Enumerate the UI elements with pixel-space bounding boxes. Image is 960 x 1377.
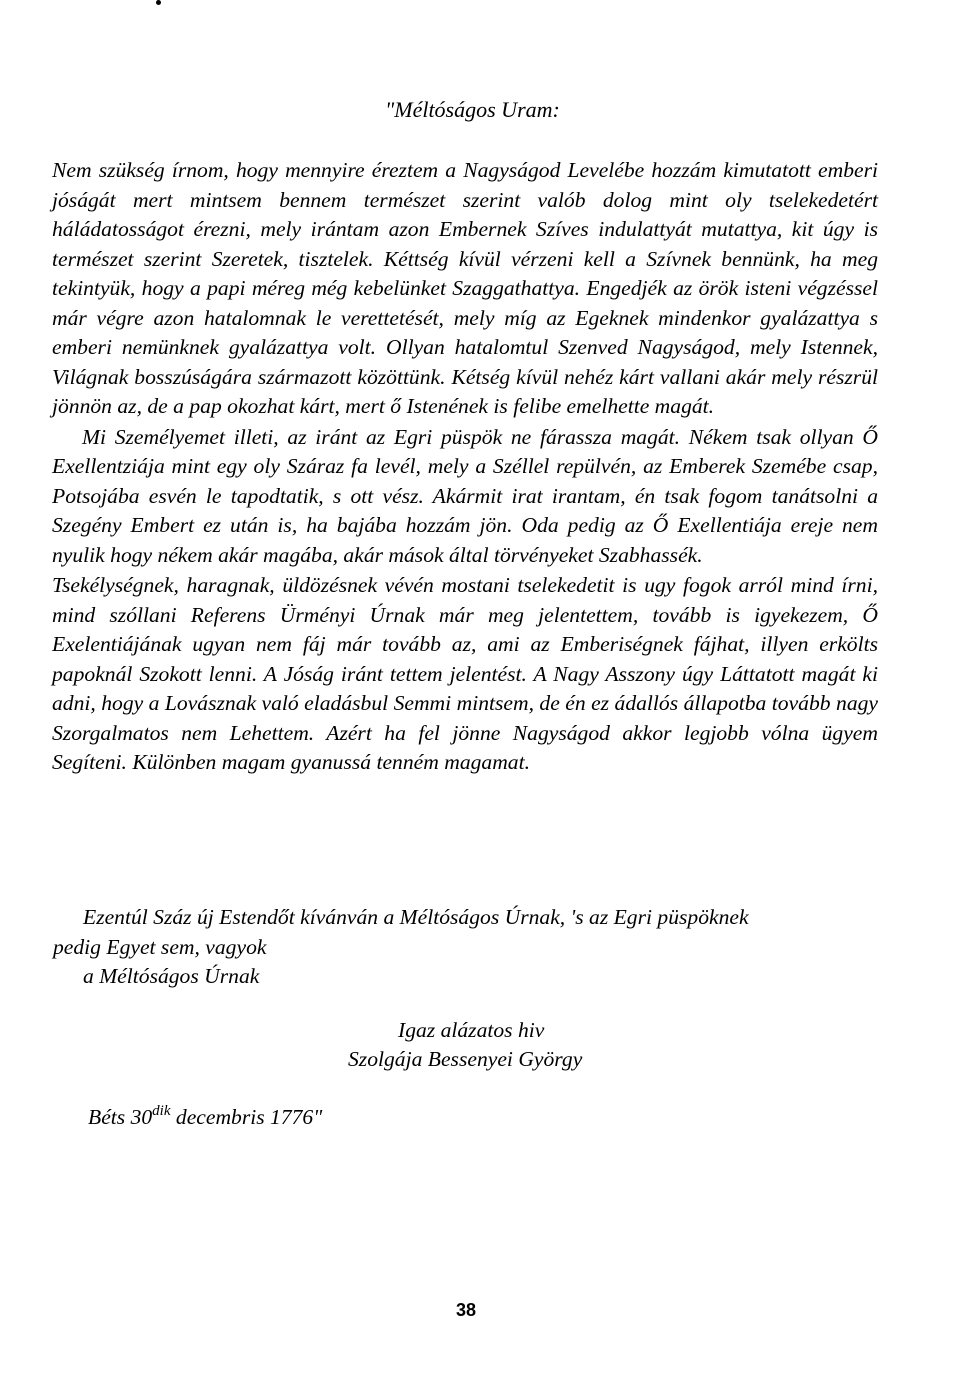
page-number: 38 (456, 1300, 477, 1320)
closing-line-3: a Méltóságos Úrnak (83, 964, 260, 988)
closing (53, 903, 893, 992)
letter-body (52, 156, 878, 778)
signature-line-1: Igaz alázatos hiv (398, 1018, 545, 1042)
date: decembris 1776" (170, 1105, 323, 1129)
closing-line-2: pedig Egyet sem, vagyok (53, 934, 267, 959)
closing-line-1: Ezentúl Száz új Estendőt kívánván a Méltóságos Úrnak, 's az Egri püspöknek (83, 905, 749, 929)
day-suffix: dik (152, 1103, 171, 1119)
place-date (88, 1105, 322, 1130)
salutation: "Méltóságos Uram: (385, 97, 560, 122)
place: Béts 30 (88, 1105, 153, 1129)
paragraph-1: Nem szükség írnom, hogy mennyire éreztem a Nagyságod Levelébe hozzám kimutatott emberi jóságát mert mintsem bennem természet szerint valób dolog mint oly tselekedetért háládatosságot érezni, mely irántam azon Embernek Szíves indulattyát mutattya, kit úgy is természet szerint Szeretek, tisztelek. Kéttség kívül vérzeni kell a Szívnek bennünk, ha meg tekintyük, hogy a papi méreg még kebelünket Szaggathattya. Engedjék az örök isteni végzéssel már végre azon hatalomnak le verettetését, mely míg az Egeknek mindenkor gyalázattya s emberi nemünknek gyalázattya volt. Ollyan hatalomtul Szenved Nagyságod, mely Istennek, Világnak bosszúságára származott közöttünk. Kétség kívül nehéz kárt vallani akár mely részrül jönnön az, de a pap okozhat kárt, mert ő Istenének is felibe emelhette magát. (52, 158, 878, 418)
paragraph-2: Mi Személyemet illeti, az iránt az Egri püspök ne fárassza magát. Nékem tsak ollyan Ő Exellentziája mint egy oly Száraz fa levél, mely a Széllel repülvén, az Emberek Szemébe csap, Potsojába esvén le tapodtatik, s ott vész. Akármit irat irantam, én tsak fogom tanátsolni a Szegény Embert ez után is, ha bajába hozzám jön. Oda pedig az Ő Exellentiája ereje nem nyulik hogy nékem akár magába, akár mások által törvényeket Szabhassék. (52, 424, 878, 567)
paragraph-3: Tsekélységnek, haragnak, üldözésnek vévén mostani tselekedetit is ugy fogok arról mind írni, mind szóllani Referens Ürményi Úrnak már meg jelentettem, tovább is igyekezem, Ő Exelentiájának ugyan nem fáj már tovább az, ami az Emberiségnek fájhat, illyen erkölts papoknál Szokott lenni. A Jóság iránt tettem jelentést. A Nagy Asszony úgy Láttatott magát ki adni, hogy a Lovásznak való eladásbul Semmi mintsem, de én ez ádallós állapotba tovább nagy Szorgalmatos nem Lehettem. Azért ha fel jönne Nagyságod akkor legjobb vólna ügyem Segíteni. Különben magam gyanussá tenném magamat. (52, 573, 878, 774)
stray-mark (156, 0, 161, 5)
signature-line-2: Szolgája Bessenyei György (348, 1047, 583, 1071)
